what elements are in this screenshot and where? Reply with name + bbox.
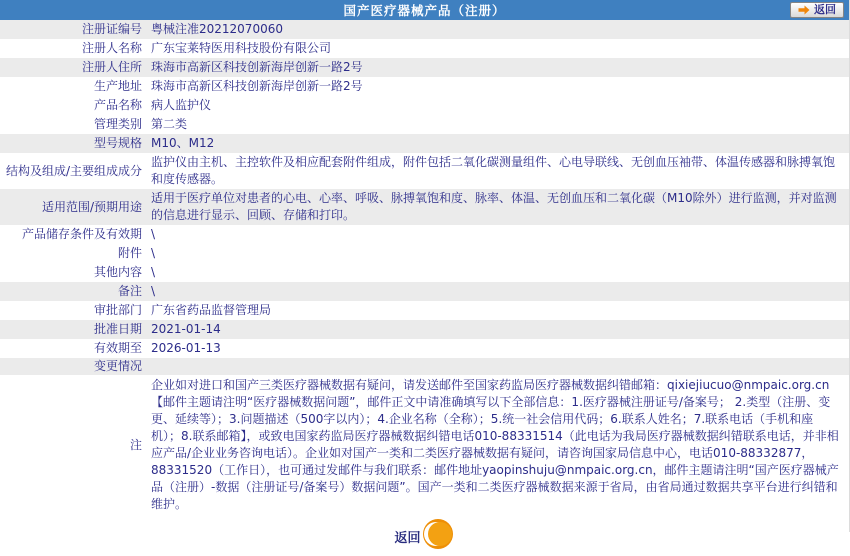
row-label: 生产地址 bbox=[93, 79, 142, 93]
row-label: 管理类别 bbox=[93, 117, 142, 131]
row-value: 广东宝莱特医用科技股份有限公司 bbox=[151, 41, 332, 55]
page-title: 国产医疗器械产品（注册） bbox=[343, 3, 506, 18]
row-value: M10、M12 bbox=[151, 136, 215, 150]
table-row bbox=[0, 39, 849, 58]
orange-arrow-icon bbox=[798, 5, 810, 15]
back-button-bottom[interactable] bbox=[395, 518, 455, 552]
row-value: 粤械注准20212070060 bbox=[151, 22, 283, 36]
back-button-top-label: 返回 bbox=[814, 4, 836, 16]
footer bbox=[0, 516, 849, 556]
row-label: 批准日期 bbox=[93, 322, 142, 336]
table-row bbox=[0, 320, 849, 339]
row-value: \ bbox=[151, 246, 156, 260]
table-row bbox=[0, 375, 849, 516]
table-row bbox=[0, 339, 849, 358]
row-label: 产品名称 bbox=[93, 98, 142, 112]
back-button-bottom-label: 返回 bbox=[394, 531, 421, 546]
row-label: 备注 bbox=[117, 284, 142, 298]
table-row bbox=[0, 301, 849, 320]
row-value: 珠海市高新区科技创新海岸创新一路2号 bbox=[151, 60, 363, 74]
row-label: 注册证编号 bbox=[81, 22, 142, 36]
row-value: 2021-01-14 bbox=[151, 322, 221, 336]
row-label: 产品储存条件及有效期 bbox=[21, 227, 142, 241]
table-row bbox=[0, 225, 849, 244]
row-label: 有效期至 bbox=[93, 341, 142, 355]
row-value: 2026-01-13 bbox=[151, 341, 221, 355]
table-row bbox=[0, 189, 849, 225]
row-label: 变更情况 bbox=[93, 359, 142, 373]
detail-table bbox=[0, 20, 849, 516]
row-value: \ bbox=[151, 227, 156, 241]
back-button-top[interactable] bbox=[790, 2, 844, 18]
row-value: 企业如对进口和国产三类医疗器械数据有疑问，请发送邮件至国家药监局医疗器械数据纠错邮箱：qixiejiucuo@nmpaic.org.cn【邮件主题请注明“医疗器械数据问题”，邮件正文中请准确填写以下全部信息：1.医疗器械注册证号/备案号； 2.类型（注册、变更、延续等）；3.问题描述（500字以内）；4.企业名称（全称）；5.统一社会信用代码；6.联系人姓名；7.联系电话（手机和座机）；8.联系邮箱】，或致电国家药监局医疗器械数据纠错电话010-88331514（此电话为我局医疗器械数据纠错联系电话，并非相应产品/企业业务咨询电话）。企业如对国产一类和二类医疗器械数据有疑问，请咨询国家局信息中心，电话010-88332877，88331520（工作日），也可通过发邮件与我们联系：邮件地址yaopinshuju@nmpaic.org.cn，邮件主题请注明“国产医疗器械产品（注册）-数据（注册证号/备案号）数据问题”。国产一类和二类医疗器械数据来源于省局，由省局通过数据共享平台进行纠错和维护。 bbox=[151, 378, 839, 511]
row-value: 病人监护仪 bbox=[151, 98, 212, 112]
row-label: 型号规格 bbox=[93, 136, 142, 150]
row-value: 监护仪由主机、主控软件及相应配套附件组成，附件包括二氧化碳测量组件、心电导联线、无创血压袖带、体温传感器和脉搏氧饱和度传感器。 bbox=[151, 155, 836, 186]
table-row bbox=[0, 20, 849, 39]
row-value: 适用于医疗单位对患者的心电、心率、呼吸、脉搏氧饱和度、脉率、体温、无创血压和二氧化碳（M10除外）进行监测，并对监测的信息进行显示、回顾、存储和打印。 bbox=[151, 191, 837, 222]
table-row bbox=[0, 153, 849, 189]
row-label: 注 bbox=[129, 438, 142, 452]
row-value: 第二类 bbox=[151, 117, 188, 131]
row-label: 适用范围/预期用途 bbox=[41, 199, 142, 214]
table-row bbox=[0, 77, 849, 96]
table-row bbox=[0, 134, 849, 153]
title-bar bbox=[0, 0, 849, 20]
row-value: \ bbox=[151, 284, 156, 298]
table-row bbox=[0, 58, 849, 77]
row-value: \ bbox=[151, 265, 156, 279]
back-circle-inner bbox=[428, 522, 452, 546]
row-label: 结构及组成/主要组成成分 bbox=[5, 163, 142, 178]
table-row bbox=[0, 115, 849, 134]
row-value: 珠海市高新区科技创新海岸创新一路2号 bbox=[151, 79, 363, 93]
row-label: 其他内容 bbox=[93, 265, 142, 279]
row-label: 审批部门 bbox=[93, 303, 142, 317]
table-row bbox=[0, 282, 849, 301]
table-row bbox=[0, 263, 849, 282]
row-value: 广东省药品监督管理局 bbox=[151, 303, 272, 317]
row-label: 注册人住所 bbox=[81, 60, 142, 74]
table-row bbox=[0, 358, 849, 375]
row-label: 附件 bbox=[117, 246, 142, 260]
table-row bbox=[0, 244, 849, 263]
table-row bbox=[0, 96, 849, 115]
row-value bbox=[142, 358, 849, 375]
row-label: 注册人名称 bbox=[81, 41, 142, 55]
